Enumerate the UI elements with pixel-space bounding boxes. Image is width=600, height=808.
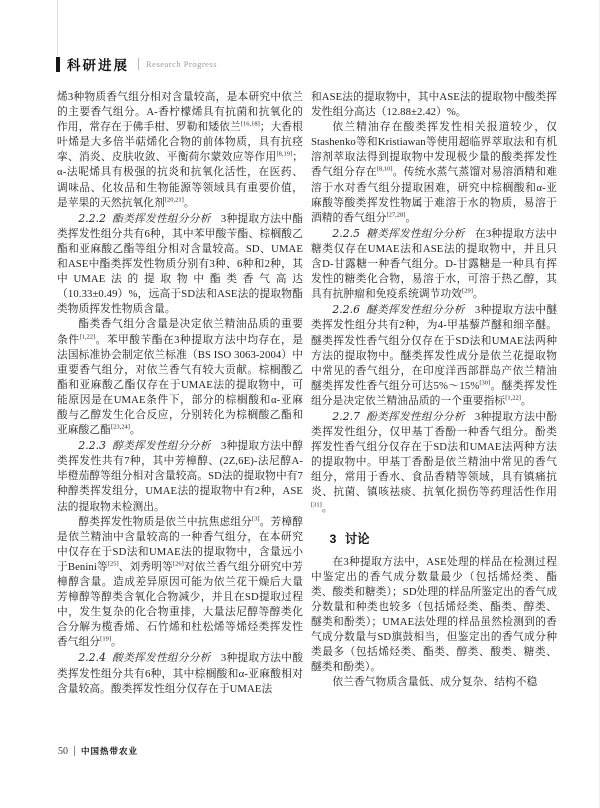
subsection-heading <box>332 304 474 316</box>
subsection-number: 2.2.7 <box>332 409 361 423</box>
article-body <box>57 90 557 697</box>
column-right <box>311 90 557 697</box>
page-number: 50 <box>58 745 68 757</box>
journal-name: 中国热带农业 <box>81 746 139 756</box>
subsection-title: 醚类挥发性组分分析 <box>365 304 465 317</box>
subsection-heading <box>78 440 220 452</box>
subsection-number: 2.2.3 <box>78 439 107 453</box>
subsection-heading <box>332 411 474 423</box>
paragraph: 和ASE法的提取物中，其中ASE法的提取物中酸类挥发性组分高达（12.88±2.42）%。 <box>311 91 557 119</box>
header-accent-bar <box>56 57 60 72</box>
subsection-title: 糖类挥发性组分分析 <box>365 227 465 240</box>
subsection-heading <box>78 652 220 664</box>
header-title-zh: 科研进展 <box>67 58 129 73</box>
header-divider-line <box>138 58 139 70</box>
header-title-en: Research Progress <box>146 59 218 69</box>
subsection-paragraph: 2.2.2 酯类挥发性组分分析 3种提取方法中酯类挥发性组分共有6种，其中苯甲酸苄酯、棕榈酸乙酯和亚麻酸乙酯等组分相对含量较高。SD、UMAE和ASE中酯类挥发性物质分别有3种、6种和2种，其中UMAE法的提取物中酯类香气高达（10.33±0.49）%，远高于SD法和ASE法的提取物酯类物质挥发性物质含量。 <box>57 211 303 316</box>
column-left <box>57 90 303 697</box>
paragraph: 依兰精油存在酸类挥发性相关报道较少，仅Stashenko等和Kristiawan等使用超临界萃取法和有机溶剂萃取法得到提取物中发现极少量的酸类挥发性香气组分存在[8,10]。传统水蒸气蒸馏对易溶酒精和难溶于水对香气组分提取困难，研究中棕榈酸和α-亚麻酸等酸类挥发性物属于难溶于水的物质，易溶于酒精的香气组分[27,28]。 <box>311 121 557 224</box>
subsection-paragraph: 2.2.3 醇类挥发性组分分析 3种提取方法中醇类挥发性共有7种，其中芳樟醇、(2Z,6E)-法尼醇A-毕橙茄醇等组分相对含量较高。SD法的提取物中有7种醇类挥发组分，UMAE法的提取物中有2种，ASE法的提取物未检测出。 <box>57 439 303 513</box>
paragraph: 依兰香气物质含量低、成分复杂、结构不稳 <box>332 676 538 689</box>
subsection-paragraph: 2.2.7 酚类挥发性组分分析 3种提取方法中酚类挥发性组分，仅甲基丁香酚一种香气组分。酚类挥发性香气组分仅存在于SD法和UMAE法两种方法的提取物中。甲基丁香酚是依兰精油中常见的香气组分，常用于香水、食品香精等领域，具有镇痛抗炎、抗菌、镇咳祛痰、抗氧化损伤等药理活性作用[31]。 <box>311 409 557 514</box>
subsection-number: 2.2.4 <box>78 651 107 665</box>
subsection-heading <box>332 228 474 240</box>
margin-guide-line <box>57 0 58 56</box>
subsection-paragraph: 2.2.5 糖类挥发性组分分析 在3种提取方法中糖类仅存在UMAE法和ASE法的提取物中，并且只含D-甘露糖一种香气组分。D-甘露糖是一种具有挥发性的糖类化合物，易溶于水，可溶于热乙醇，其具有抗肿瘤和免疫系统调节功效[29]。 <box>311 226 557 301</box>
subsection-title: 醇类挥发性组分分析 <box>111 440 211 453</box>
paragraph: 醇类挥发性物质是依兰中抗焦虑组分[3]。芳樟醇是依兰精油中含量较高的一种香气组分，在本研究中仅存在于SD法和UMAE法的提取物中，含量远小于Benini等[25]、刘秀明等[26]对依兰香气组分研究中芳樟醇含量。造成差异原因可能为依兰花干燥后大量芳樟醇等醇类含氧化合物减少，并且在SD提取过程中，发生复杂的化合物重排，大量法尼醇等醇类化合分解为榄香烯、石竹烯和杜松烯等烯烃类挥发性香气组分[19]。 <box>57 515 303 649</box>
subsection-title: 酸类挥发性组分分析 <box>111 652 211 665</box>
page-footer <box>58 744 138 758</box>
section-title: 讨论 <box>344 531 370 546</box>
section-heading <box>311 529 557 547</box>
page-header <box>56 55 217 73</box>
subsection-number: 2.2.5 <box>332 226 361 240</box>
subsection-title: 酚类挥发性组分分析 <box>365 410 465 423</box>
subsection-number: 2.2.6 <box>332 303 361 317</box>
subsection-paragraph: 2.2.6 醚类挥发性组分分析 3种提取方法中醚类挥发性组分共有2种，为4-甲基藜芦醚和细辛醚。醚类挥发性香气组分仅存在于SD法和UMAE法两种方法的提取物中。醚类挥发性成分是依兰花提取物中常见的香气组分，在印度洋西部群岛产依兰精油醚类挥发性香气组分可达5%～15%[30]。醚类挥发性组分是决定依兰精油品质的一个重要指标[1,22]。 <box>311 303 557 407</box>
paragraph: 酯类香气组分含量是决定依兰精油品质的重要条件[1,22]。苯甲酸苄酯在3种提取方法中均存在，是法国标准协会制定依兰标准（BS ISO 3063-2004）中重要香气组分，对依兰香气有较大贡献。棕榈酸乙酯和亚麻酸乙酯仅存在于UMAE法的提取物中，可能原因是在UMAE条件下，部分的棕榈酸和α-亚麻酸与乙醇发生化合反应，分别转化为棕榈酸乙酯和亚麻酸乙酯[23,24]。 <box>57 318 304 437</box>
subsection-paragraph: 2.2.4 酸类挥发性组分分析 3种提取方法中酸类挥发性组分共有6种，其中棕榈酸和α-亚麻酸相对含量较高。酸类挥发性组分仅存在于UMAE法 <box>57 651 303 695</box>
paragraph: 烯3种物质香气组分相对含量较高，是本研究中依兰的主要香气组分。A-香柠檬烯具有抗菌和抗氧化的作用，常存在于佛手柑、罗勒和矮依兰[16,18]；大香根叶烯是大多倍半萜烯化合物的前体物质，具有抗痉挛、消炎、皮肤收敛、平衡荷尔蒙效应等作用[8,19]；α-法呢烯具有极强的抗炎和抗氧化活性，在医药、调味品、化妆品和生物能源等领域具有重要价值，是苹果的天然抗氧化剂[20,21]。 <box>57 91 304 209</box>
paragraph: 在3种提取方法中，ASE处理的样品在检测过程中鉴定出的香气成分数量最少（包括烯烃类、酯类、酸类和糖类）；SD处理的样品所鉴定出的香气成分数量和种类也较多（包括烯烃类、酯类、醇类、醚类和酚类）；UMAE法处理的样品虽然检测到的香气成分数量与SD旗鼓相当，但鉴定出的香气成分种类最多（包括烯烃类、酯类、醇类、酸类、糖类、醚类和酚类）。 <box>311 555 557 674</box>
subsection-title: 酯类挥发性组分分析 <box>111 212 211 225</box>
subsection-heading <box>78 213 220 225</box>
subsection-number: 2.2.2 <box>78 211 107 225</box>
section-number: 3 <box>329 531 337 546</box>
footer-divider-line <box>74 746 75 756</box>
